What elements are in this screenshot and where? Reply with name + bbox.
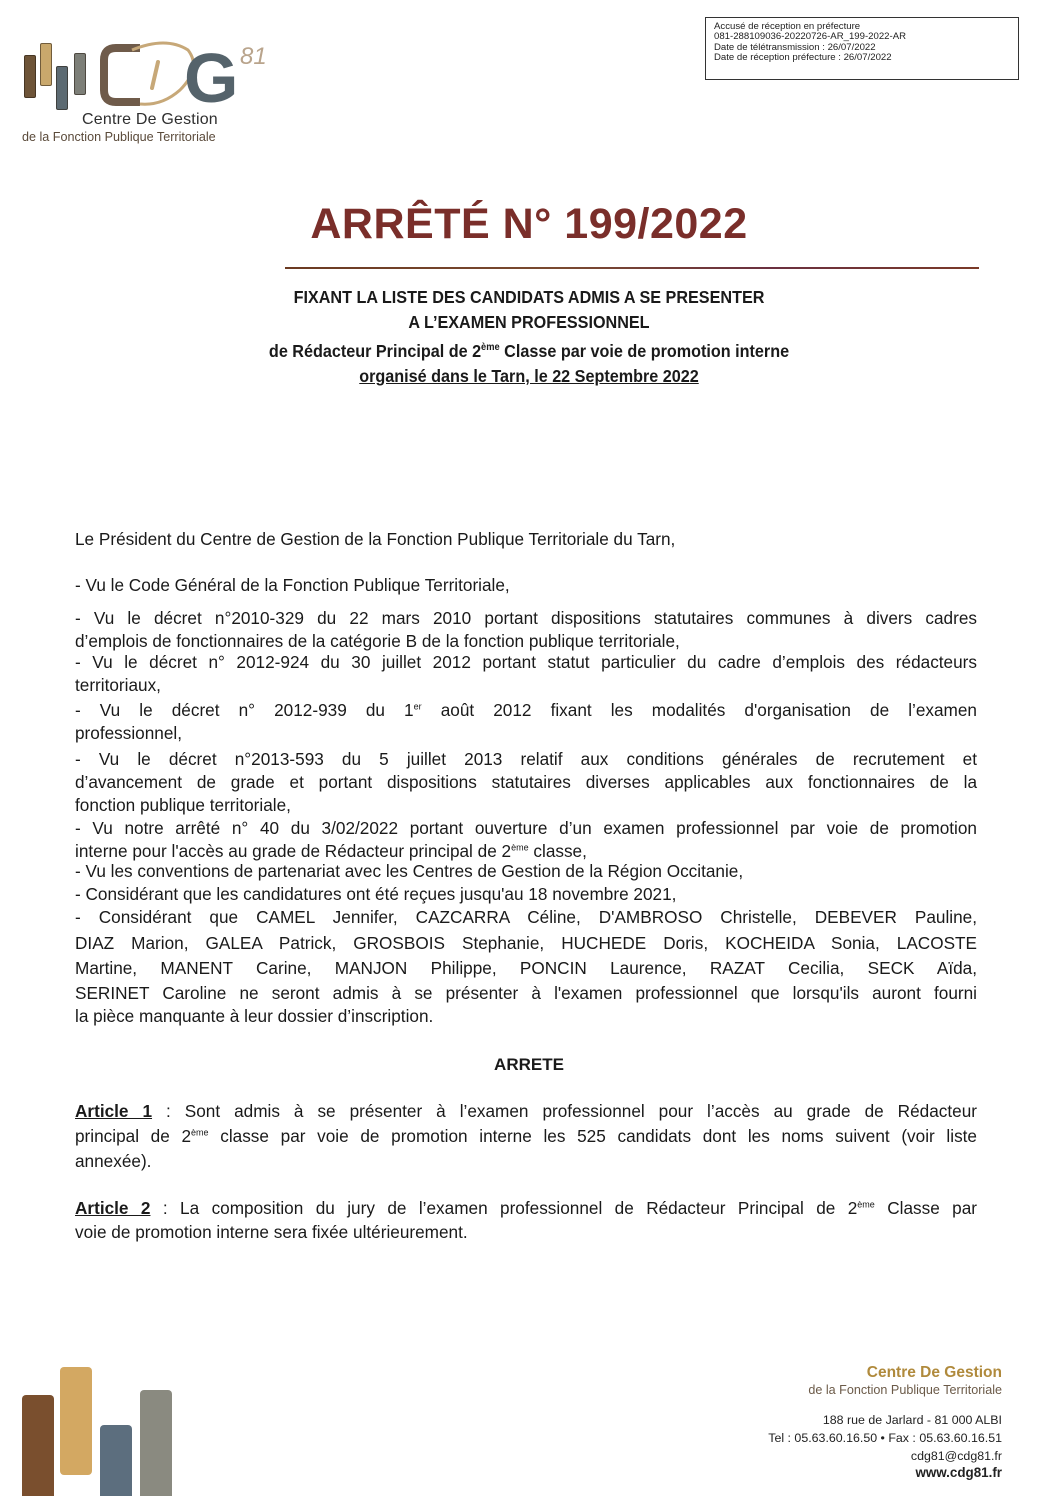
visa-line: territoriaux,	[75, 675, 161, 695]
visa-line: - Considérant que les candidatures ont été reçues jusqu'au 18 novembre 2021,	[75, 884, 677, 904]
receipt-line-3: Date de télétransmission : 26/07/2022	[714, 41, 876, 53]
visa-text: - Vu le décret n° 2012-939 du 1	[75, 700, 414, 720]
footer-address: 188 rue de Jarlard - 81 000 ALBI	[822, 1413, 1002, 1427]
article-2-line-2: voie de promotion interne sera fixée ultérieurement.	[75, 1222, 468, 1242]
visa-line: d’avancement de grade et portant dispositions statutaires diverses applicables aux fonctionnaires de la	[75, 772, 977, 792]
footer-bar-brown	[22, 1395, 54, 1496]
article-1-text: classe par voie de promotion interne les 525 candidats dont les noms suivent (voir liste	[208, 1126, 977, 1146]
intro-paragraph: Le Président du Centre de Gestion de la Fonction Publique Territoriale du Tarn,	[75, 529, 676, 549]
footer-website-link[interactable]: www.cdg81.fr	[915, 1465, 1002, 1480]
visa-text: interne pour l'accès au grade de Rédacteur principal de 2	[75, 841, 512, 861]
receipt-line-4: Date de réception préfecture : 26/07/2022	[714, 52, 892, 64]
footer-bar-blue	[100, 1425, 132, 1496]
receipt-line-2: 081-288109036-20220726-AR_199-2022-AR	[714, 31, 907, 43]
logo-org-subtitle: de la Fonction Publique Territoriale	[22, 130, 216, 144]
footer-email[interactable]: cdg81@cdg81.fr	[910, 1449, 1002, 1463]
article-1-text: : Sont admis à se présenter à l’examen professionnel pour l’accès au grade de Rédacteur	[152, 1101, 977, 1121]
visa-line: - Vu le décret n° 2012-924 du 30 juillet 2012 portant statut particulier du cadre d’emplois des rédacteurs	[75, 652, 977, 672]
logo-org-name: Centre De Gestion	[82, 111, 218, 128]
logo-bar-blue	[56, 66, 68, 110]
visa-line	[75, 840, 977, 862]
subtitle-line-3-sup: ème	[481, 342, 500, 354]
article-2-text: : La composition du jury de l’examen professionnel de Rédacteur Principal de 2	[150, 1198, 858, 1218]
receipt-line-1: Accusé de réception en préfecture	[714, 21, 861, 32]
considering-line: - Considérant que CAMEL Jennifer, CAZCARRA Céline, D'AMBROSO Christelle, DEBEVER Pauline,	[75, 907, 977, 927]
visa-line: professionnel,	[75, 723, 183, 743]
footer-phone-fax: Tel : 05.63.60.16.50 • Fax : 05.63.60.16.51	[768, 1431, 1002, 1445]
visa-line	[75, 699, 977, 721]
subtitle-line-3	[37, 341, 1021, 362]
logo-bar-gold	[40, 43, 52, 86]
visa-text: classe,	[528, 841, 587, 861]
article-2-line-1	[75, 1197, 977, 1219]
visa-sup: ème	[511, 842, 529, 853]
considering-line: SERINET Caroline ne seront admis à se présenter à l'examen professionnel que lorsqu'ils auront fourni	[75, 983, 977, 1003]
subtitle-line-3-a: de Rédacteur Principal de 2	[268, 341, 482, 361]
logo-bar-grey	[74, 53, 86, 95]
footer-bar-gold	[60, 1367, 92, 1475]
subtitle-event-date: organisé dans le Tarn, le 22 Septembre 2022	[359, 366, 699, 386]
article-2-sup: ème	[857, 1199, 875, 1210]
logo-wordmark-icon	[96, 34, 286, 114]
visa-text: août 2012 fixant les modalités d'organisation de l’examen	[421, 700, 977, 720]
subtitle-line-2: A L’EXAMEN PROFESSIONNEL	[408, 312, 650, 332]
prefecture-receipt-box	[705, 17, 1019, 80]
considering-line: la pièce manquante à leur dossier d’inscription.	[75, 1006, 434, 1026]
visa-line: fonction publique territoriale,	[75, 795, 291, 815]
footer-org-subtitle: de la Fonction Publique Territoriale	[808, 1383, 1002, 1397]
footer-org-name: Centre De Gestion	[866, 1364, 1002, 1381]
article-2-text: Classe par	[874, 1198, 978, 1218]
article-1-label: Article 1	[75, 1101, 153, 1121]
visa-line: - Vu notre arrêté n° 40 du 3/02/2022 portant ouverture d’un examen professionnel par voie de promotion	[75, 818, 977, 838]
considering-line: DIAZ Marion, GALEA Patrick, GROSBOIS Stephanie, HUCHEDE Doris, KOCHEIDA Sonia, LACOSTE	[75, 933, 977, 953]
footer-bar-grey	[140, 1390, 172, 1496]
logo-letter-c	[104, 48, 140, 102]
visa-line: - Vu les conventions de partenariat avec les Centres de Gestion de la Région Occitanie,	[75, 861, 744, 881]
visa-line: - Vu le décret n°2013-593 du 5 juillet 2013 relatif aux conditions générales de recrutement et	[75, 749, 977, 769]
title-divider	[285, 267, 979, 269]
subtitle-line-4	[37, 366, 1021, 387]
visa-line: - Vu le Code Général de la Fonction Publique Territoriale,	[75, 575, 510, 595]
article-1-line-2	[75, 1125, 977, 1147]
subtitle-line-3-b: Classe par voie de promotion interne	[499, 341, 790, 361]
visa-sup: er	[413, 701, 422, 712]
visa-line: d’emplois de fonctionnaires de la catégorie B de la fonction publique territoriale,	[75, 631, 680, 651]
logo-letter-g: G	[184, 39, 239, 114]
article-2-label: Article 2	[75, 1198, 151, 1218]
logo-slash	[152, 62, 158, 88]
logo-superscript: 81	[240, 43, 267, 70]
subtitle-line-1: FIXANT LA LISTE DES CANDIDATS ADMIS A SE PRESENTER	[293, 287, 765, 307]
logo-bar-brown	[24, 55, 36, 98]
article-1-line-3: annexée).	[75, 1151, 152, 1171]
considering-line: Martine, MANENT Carine, MANJON Philippe, PONCIN Laurence, RAZAT Cecilia, SECK Aïda,	[75, 958, 977, 978]
document-title: ARRÊTÉ N° 199/2022	[310, 200, 748, 248]
visa-line: - Vu le décret n°2010-329 du 22 mars 2010 portant dispositions statutaires communes à divers cadres	[75, 608, 977, 628]
article-1-sup: ème	[191, 1127, 209, 1138]
article-1-line-1	[75, 1100, 977, 1122]
arrete-heading: ARRETE	[494, 1055, 564, 1074]
article-1-text: principal de 2	[75, 1126, 192, 1146]
